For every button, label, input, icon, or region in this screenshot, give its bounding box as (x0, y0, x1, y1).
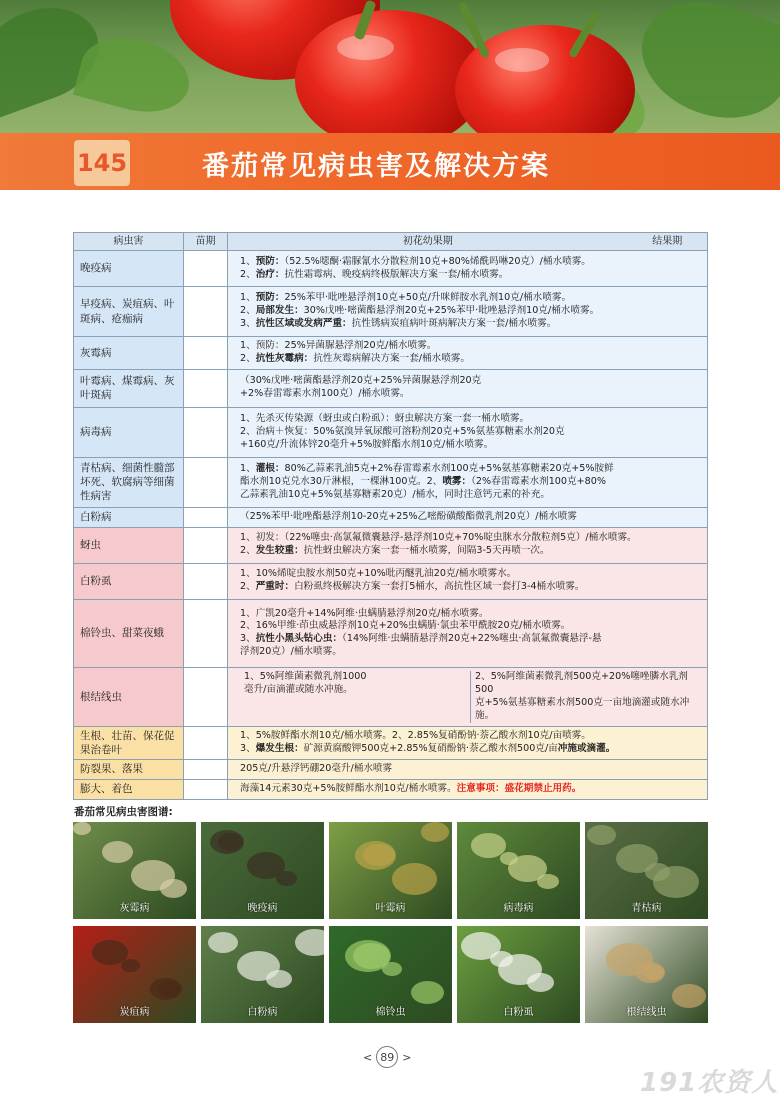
text-segment: 酯水剂10克兑水30斤淋根，一棵淋100克。2、 (240, 475, 443, 487)
text-segment: 2、 (240, 305, 256, 317)
text-segment: 2、 (240, 545, 256, 557)
table-row (74, 457, 708, 507)
seedling-cell (184, 457, 228, 507)
photo-caption: 根结线虫 (626, 1007, 667, 1018)
content-line (240, 292, 699, 305)
content-line (240, 305, 699, 318)
pest-photo (457, 822, 580, 919)
text-segment: 2、 (240, 352, 256, 364)
content-line (475, 671, 695, 697)
pest-photo (73, 822, 196, 919)
prev-arrow: < (363, 1050, 373, 1064)
content-line (244, 684, 464, 697)
content-line (240, 646, 699, 659)
table-header-row (74, 233, 708, 251)
text-segment: 抗性蚜虫解决方案一套一桶水喷雾，间隔3-5天再喷一次。 (303, 545, 550, 557)
text-segment: 抗性灰霉病解决方案一套/桶水喷雾。 (313, 352, 470, 364)
text-segment: 2、5%阿维菌素微乳剂500克+20%噻唑膦水乳剂500 (475, 670, 688, 695)
seedling-cell (184, 667, 228, 726)
table-row (74, 287, 708, 337)
table-row (74, 251, 708, 287)
content-line (240, 269, 699, 282)
text-segment: 毫升/亩滴灌或随水冲施。 (244, 683, 353, 695)
photo-caption: 棉铃虫 (375, 1007, 406, 1018)
text-segment: 25%苯甲·吡唑悬浮剂10克+50克/升咪鲜胺水乳剂10克/桶水喷雾。 (284, 292, 572, 304)
table-row (74, 527, 708, 563)
solution-cell (228, 287, 708, 337)
table-row (74, 369, 708, 407)
content-line (240, 568, 699, 581)
content-line (240, 545, 699, 558)
seedling-cell (184, 527, 228, 563)
pest-name: 晚疫病 (74, 251, 184, 287)
text-segment: 30%戊唑·嘧菌酯悬浮剂20克+25%苯甲·吡唑悬浮剂10克/桶水喷雾。 (303, 305, 600, 317)
pest-name: 棉铃虫、甜菜夜蛾 (74, 599, 184, 667)
text-segment: 抗性锈病炭疽病叶斑病解决方案一套/桶水喷雾。 (351, 317, 557, 329)
text-segment: （14%阿维·虫螨腈悬浮剂20克+22%噻虫·高氯氟微囊悬浮-悬 (342, 633, 602, 645)
pest-photo (201, 926, 324, 1023)
solution-cell (228, 726, 708, 759)
text-segment: 局部发生： (255, 305, 304, 317)
table-row (74, 759, 708, 779)
photo-caption: 病毒病 (503, 903, 534, 914)
content-line (240, 353, 699, 366)
content-line (240, 532, 699, 545)
text-segment: 1、5%胺鲜酯水剂10克/桶水喷雾。2、2.85%复硝酚钠·萘乙酸水剂10克/亩喷雾。 (240, 729, 591, 741)
seedling-cell (184, 726, 228, 759)
table-row (74, 667, 708, 726)
content-line (240, 783, 699, 796)
pest-name: 病毒病 (74, 407, 184, 457)
text-segment: 2、 (240, 268, 256, 280)
text-segment: 冲施或滴灌。 (557, 742, 616, 754)
content-line (240, 620, 699, 633)
solution-cell (228, 563, 708, 599)
solution-cell (228, 369, 708, 407)
text-segment: 灌根： (255, 462, 285, 474)
solution-cell (228, 599, 708, 667)
solution-left (240, 671, 471, 723)
text-segment: 3、 (240, 742, 256, 754)
column-header: 初花幼果期 (228, 233, 628, 251)
text-segment: 205克/升悬浮钙硼20毫升/桶水喷雾 (240, 762, 393, 774)
text-segment: 注意事项：盛花期禁止用药。 (456, 782, 582, 794)
photo-caption: 灰霉病 (119, 903, 150, 914)
header-banner (0, 0, 780, 190)
chapter-number: 145 (74, 140, 130, 186)
solution-cell (228, 779, 708, 799)
text-segment: 治疗： (255, 268, 285, 280)
pest-solution-table (73, 232, 707, 800)
table-row (74, 407, 708, 457)
text-segment: 矿源黄腐酸钾500克+2.85%复硝酚钠·萘乙酸水剂500克/亩 (303, 742, 558, 754)
table-row (74, 599, 708, 667)
page-title: 番茄常见病虫害及解决方案 (202, 151, 550, 182)
text-segment: 发生较重： (255, 545, 304, 557)
content-line (240, 743, 699, 756)
text-segment: 喷雾： (442, 475, 472, 487)
content-line (240, 439, 699, 452)
text-segment: （25%苯甲·吡唑酯悬浮剂10-20克+25%乙嘧酚磺酸酯微乳剂20克）/桶水喷雾 (240, 510, 577, 522)
content-line (244, 671, 464, 684)
text-segment: 1、 (240, 462, 256, 474)
column-header: 病虫害 (74, 233, 184, 251)
text-segment: 1、初发：（22%噻虫·高氯氟微囊悬浮-悬浮剂10克+70%啶虫脒水分散粒剂5克）/桶水喷雾。 (240, 532, 637, 544)
photo-caption: 白粉病 (247, 1007, 278, 1018)
solution-right (471, 671, 699, 723)
text-segment: （2%春雷霉素水剂100克+80% (471, 475, 606, 487)
text-segment: 白粉虱终极解决方案一套打5桶水，高抗性区域一套打3-4桶水喷雾。 (294, 581, 585, 593)
solution-cell (228, 337, 708, 370)
photo-caption: 晚疫病 (247, 903, 278, 914)
pest-name: 蚜虫 (74, 527, 184, 563)
text-segment: 爆发生根： (255, 742, 304, 754)
pest-name: 灰霉病 (74, 337, 184, 370)
pest-photo (585, 926, 708, 1023)
solution-cell (228, 407, 708, 457)
pest-name: 白粉虱 (74, 563, 184, 599)
solution-cell (228, 527, 708, 563)
page-footer (363, 1046, 411, 1068)
pest-name: 防裂果、落果 (74, 759, 184, 779)
content-line (240, 413, 699, 426)
text-segment: 浮剂20克）/桶水喷雾。 (240, 646, 342, 658)
pest-name: 青枯病、细菌性髓部坏死、软腐病等细菌性病害 (74, 457, 184, 507)
text-segment: 1、先杀灭传染源（蚜虫或白粉虱）：蚜虫解决方案一套一桶水喷雾。 (240, 412, 530, 424)
content-line (240, 375, 699, 388)
seedling-cell (184, 759, 228, 779)
content-line (240, 608, 699, 621)
content-line (240, 581, 699, 594)
pest-photo (201, 822, 324, 919)
text-segment: 海藻14元素30克+5%胺鲜酯水剂10克/桶水喷雾。 (240, 782, 457, 794)
pest-name: 叶霉病、煤霉病、灰叶斑病 (74, 369, 184, 407)
solution-cell (228, 667, 708, 726)
text-segment: 2、16%甲维·茚虫威悬浮剂10克+20%虫螨腈·氯虫苯甲酰胺20克/桶水喷雾。 (240, 620, 571, 632)
table-row (74, 726, 708, 759)
watermark: 191农资人 (640, 1068, 779, 1097)
text-segment: 克+5%氨基寡糖素水剂500克一亩地滴灌或随水冲施。 (475, 696, 690, 721)
content-line (475, 697, 695, 723)
seedling-cell (184, 407, 228, 457)
content-line (240, 256, 699, 269)
text-segment: 抗性小黑头钻心虫： (255, 633, 343, 645)
text-segment: 乙蒜素乳油10克+5%氨基寡糖素20克）/桶水，同时注意钙元素的补充。 (240, 488, 550, 500)
text-segment: +2%春雷霉素水剂100克）/桶水喷雾。 (240, 388, 410, 400)
content-line (240, 318, 699, 331)
content-line (240, 388, 699, 401)
seedling-cell (184, 563, 228, 599)
pest-photo (329, 822, 452, 919)
text-segment: 预防： (255, 255, 285, 267)
seedling-cell (184, 369, 228, 407)
content-line (240, 511, 699, 524)
text-segment: 1、预防：25%异菌脲悬浮剂20克/桶水喷雾。 (240, 340, 437, 351)
content-line (240, 463, 699, 476)
content-line (240, 489, 699, 502)
photo-caption: 青枯病 (631, 903, 662, 914)
seedling-cell (184, 287, 228, 337)
table-row (74, 563, 708, 599)
text-segment: 1、 (240, 255, 256, 267)
text-segment: 3、 (240, 633, 256, 645)
solution-cell (228, 507, 708, 527)
text-segment: 预防： (255, 292, 285, 304)
content-line (240, 763, 699, 776)
pest-name: 生根、壮苗、保花促果治卷叶 (74, 726, 184, 759)
solution-cell (228, 457, 708, 507)
pest-photo (585, 822, 708, 919)
photo-caption: 炭疽病 (119, 1007, 150, 1018)
content-line (240, 426, 699, 439)
text-segment: 2、治病＋恢复：50%氨溴异氧尿酸可溶粉剂20克+5%氨基寡糖素水剂20克 (240, 425, 565, 437)
text-segment: +160克/升流体锌20毫升+5%胺鲜酯水剂10克/桶水喷雾。 (240, 438, 494, 450)
table-row (74, 337, 708, 370)
text-segment: 1、5%阿维菌素微乳剂1000 (244, 670, 367, 682)
text-segment: 抗性霜霉病、晚疫病终极版解决方案一套/桶水喷雾。 (284, 268, 509, 280)
solution-cell (228, 251, 708, 287)
table-row (74, 779, 708, 799)
seedling-cell (184, 337, 228, 370)
text-segment: 1、广凯20毫升+14%阿维·虫螨腈悬浮剂20克/桶水喷雾。 (240, 607, 489, 619)
page-number: 89 (376, 1046, 398, 1068)
text-segment: 80%乙蒜素乳油5克+2%春雷霉素水剂100克+5%氨基寡糖素20克+5%胺鲜 (284, 462, 614, 474)
pest-name: 膨大、着色 (74, 779, 184, 799)
pest-photo (329, 926, 452, 1023)
gallery-title: 番茄常见病虫害图谱: (74, 806, 173, 818)
text-segment: （52.5%噁酮·霜脲氰水分散粒剂10克+80%烯酰吗啉20克）/桶水喷雾。 (284, 255, 591, 267)
seedling-cell (184, 251, 228, 287)
text-segment: 3、 (240, 317, 256, 329)
solution-cell (228, 759, 708, 779)
text-segment: 抗性区域或发病严重： (255, 317, 352, 329)
text-segment: 严重时： (255, 581, 295, 593)
text-segment: 1、 (240, 292, 256, 304)
pest-photo (73, 926, 196, 1023)
table-row (74, 507, 708, 527)
content-line (240, 476, 699, 489)
seedling-cell (184, 779, 228, 799)
photo-caption: 白粉虱 (503, 1007, 534, 1018)
next-arrow: > (402, 1050, 412, 1064)
column-header: 苗期 (184, 233, 228, 251)
content-line (240, 633, 699, 646)
content-line (240, 340, 699, 353)
seedling-cell (184, 507, 228, 527)
pest-name: 根结线虫 (74, 667, 184, 726)
column-header: 结果期 (628, 233, 708, 251)
text-segment: 1、10%烯啶虫胺水剂50克+10%吡丙醚乳油20克/桶水喷雾水。 (240, 568, 517, 580)
seedling-cell (184, 599, 228, 667)
photo-caption: 叶霉病 (375, 903, 406, 914)
pest-name: 白粉病 (74, 507, 184, 527)
text-segment: 2、 (240, 581, 256, 593)
text-segment: 抗性灰霉病： (255, 352, 314, 364)
pest-name: 早疫病、炭疽病、叶斑病、疮痂病 (74, 287, 184, 337)
pest-photo (457, 926, 580, 1023)
text-segment: （30%戊唑·嘧菌酯悬浮剂20克+25%异菌脲悬浮剂20克 (240, 375, 482, 387)
content-line (240, 730, 699, 743)
